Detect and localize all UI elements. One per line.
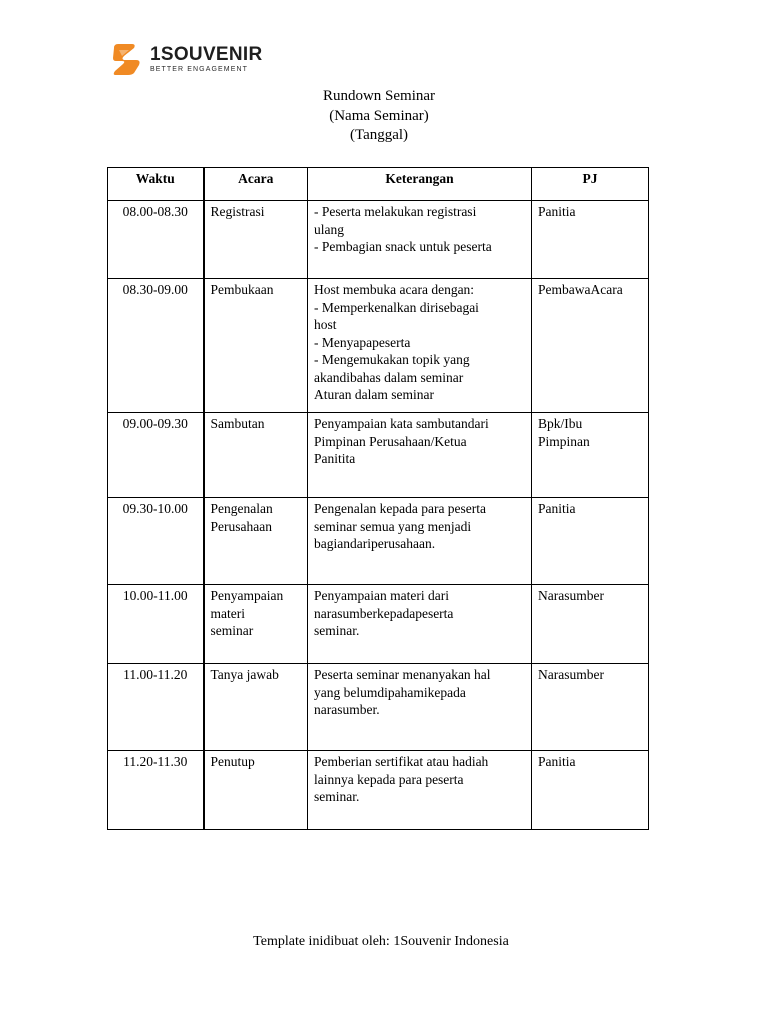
cell-waktu: 10.00-11.00	[108, 585, 204, 664]
cell-acara	[204, 585, 308, 664]
table-row	[108, 279, 649, 413]
souvenir-logo-icon	[110, 42, 144, 76]
keterangan-line: lainnya kepada para peserta	[314, 771, 464, 787]
keterangan-line: - Memperkenalkan dirisebagai	[314, 299, 479, 315]
keterangan-line: Penyampaian materi dari	[314, 588, 449, 603]
table-row	[108, 751, 649, 830]
header-waktu: Waktu	[108, 168, 204, 201]
pj-line: PembawaAcara	[538, 282, 623, 297]
keterangan-line: ulang	[314, 221, 344, 237]
table-row	[108, 585, 649, 664]
keterangan-line: - Pembagian snack untuk peserta	[314, 239, 492, 254]
cell-pj	[532, 751, 649, 830]
pj-line: Narasumber	[538, 667, 604, 682]
acara-line: Pembukaan	[210, 282, 274, 297]
keterangan-line: bagiandariperusahaan.	[314, 536, 436, 551]
keterangan-line: seminar semua yang menjadi	[314, 518, 472, 534]
cell-acara	[204, 498, 308, 585]
keterangan-line: host	[314, 317, 337, 332]
cell-keterangan	[308, 279, 532, 413]
cell-keterangan	[308, 664, 532, 751]
cell-pj	[532, 664, 649, 751]
acara-line: Registrasi	[210, 204, 265, 219]
cell-acara	[204, 201, 308, 279]
cell-keterangan	[308, 498, 532, 585]
keterangan-line: Aturan dalam seminar	[314, 387, 434, 402]
cell-acara	[204, 279, 308, 413]
brand-name: 1SOUVENIR	[150, 44, 263, 65]
pj-line: Panitia	[538, 754, 576, 769]
cell-keterangan	[308, 585, 532, 664]
keterangan-line: Penyampaian kata sambutandari	[314, 416, 489, 431]
keterangan-line: seminar.	[314, 789, 360, 804]
acara-line: Tanya jawab	[210, 667, 279, 682]
table-body	[108, 201, 649, 830]
cell-waktu: 11.20-11.30	[108, 751, 204, 830]
acara-line: Sambutan	[210, 416, 265, 431]
acara-line: Pengenalan	[210, 501, 273, 516]
cell-waktu: 11.00-11.20	[108, 664, 204, 751]
footer-credit: Template inidibuat oleh: 1Souvenir Indonesia	[253, 934, 509, 949]
header-keterangan: Keterangan	[308, 168, 532, 201]
keterangan-line: - Peserta melakukan registrasi	[314, 204, 477, 219]
cell-acara	[204, 413, 308, 498]
keterangan-line: Host membuka acara dengan:	[314, 282, 475, 297]
cell-acara	[204, 664, 308, 751]
seminar-date: (Tanggal)	[349, 127, 409, 143]
keterangan-line: yang belumdipahamikepada	[314, 684, 466, 700]
cell-pj	[532, 201, 649, 279]
keterangan-line: narasumber.	[314, 702, 380, 717]
cell-waktu: 09.30-10.00	[108, 498, 204, 585]
brand-tagline: BETTER ENGAGEMENT	[150, 66, 249, 73]
acara-line: Penutup	[210, 754, 255, 769]
cell-pj	[532, 498, 649, 585]
header-acara: Acara	[204, 168, 308, 201]
table-row	[108, 413, 649, 498]
pj-line: Narasumber	[538, 588, 604, 603]
keterangan-line: seminar.	[314, 623, 360, 638]
pj-line: Pimpinan	[538, 433, 590, 449]
acara-line: seminar	[210, 623, 254, 638]
keterangan-line: narasumberkepadapeserta	[314, 605, 454, 621]
cell-pj	[532, 585, 649, 664]
pj-line: Panitia	[538, 501, 576, 516]
acara-line: materi	[210, 605, 245, 621]
cell-waktu: 08.30-09.00	[108, 279, 204, 413]
acara-line: Perusahaan	[210, 518, 272, 534]
cell-pj	[532, 413, 649, 498]
rundown-table	[107, 167, 649, 830]
acara-line: Penyampaian	[210, 588, 284, 603]
pj-line: Bpk/Ibu	[538, 416, 583, 431]
keterangan-line: Pengenalan kepada para peserta	[314, 501, 487, 516]
header-pj: PJ	[532, 168, 649, 201]
table-row	[108, 664, 649, 751]
cell-waktu: 08.00-08.30	[108, 201, 204, 279]
table-row	[108, 201, 649, 279]
table-header-row	[108, 168, 649, 201]
cell-pj	[532, 279, 649, 413]
table-row	[108, 498, 649, 585]
pj-line: Panitia	[538, 204, 576, 219]
keterangan-line: Pimpinan Perusahaan/Ketua	[314, 433, 467, 449]
cell-waktu: 09.00-09.30	[108, 413, 204, 498]
cell-keterangan	[308, 751, 532, 830]
keterangan-line: Panitita	[314, 451, 356, 466]
cell-keterangan	[308, 201, 532, 279]
seminar-name: (Nama Seminar)	[329, 107, 429, 124]
keterangan-line: - Menyapapeserta	[314, 334, 411, 350]
cell-acara	[204, 751, 308, 830]
keterangan-line: Peserta seminar menanyakan hal	[314, 667, 491, 682]
brand-text	[150, 45, 263, 73]
document-title: Rundown Seminar	[322, 88, 436, 104]
keterangan-line: - Mengemukakan topik yang	[314, 352, 470, 367]
brand-logo	[110, 42, 263, 76]
cell-keterangan	[308, 413, 532, 498]
keterangan-line: Pemberian sertifikat atau hadiah	[314, 754, 489, 769]
document-heading	[0, 87, 758, 146]
keterangan-line: akandibahas dalam seminar	[314, 369, 464, 385]
